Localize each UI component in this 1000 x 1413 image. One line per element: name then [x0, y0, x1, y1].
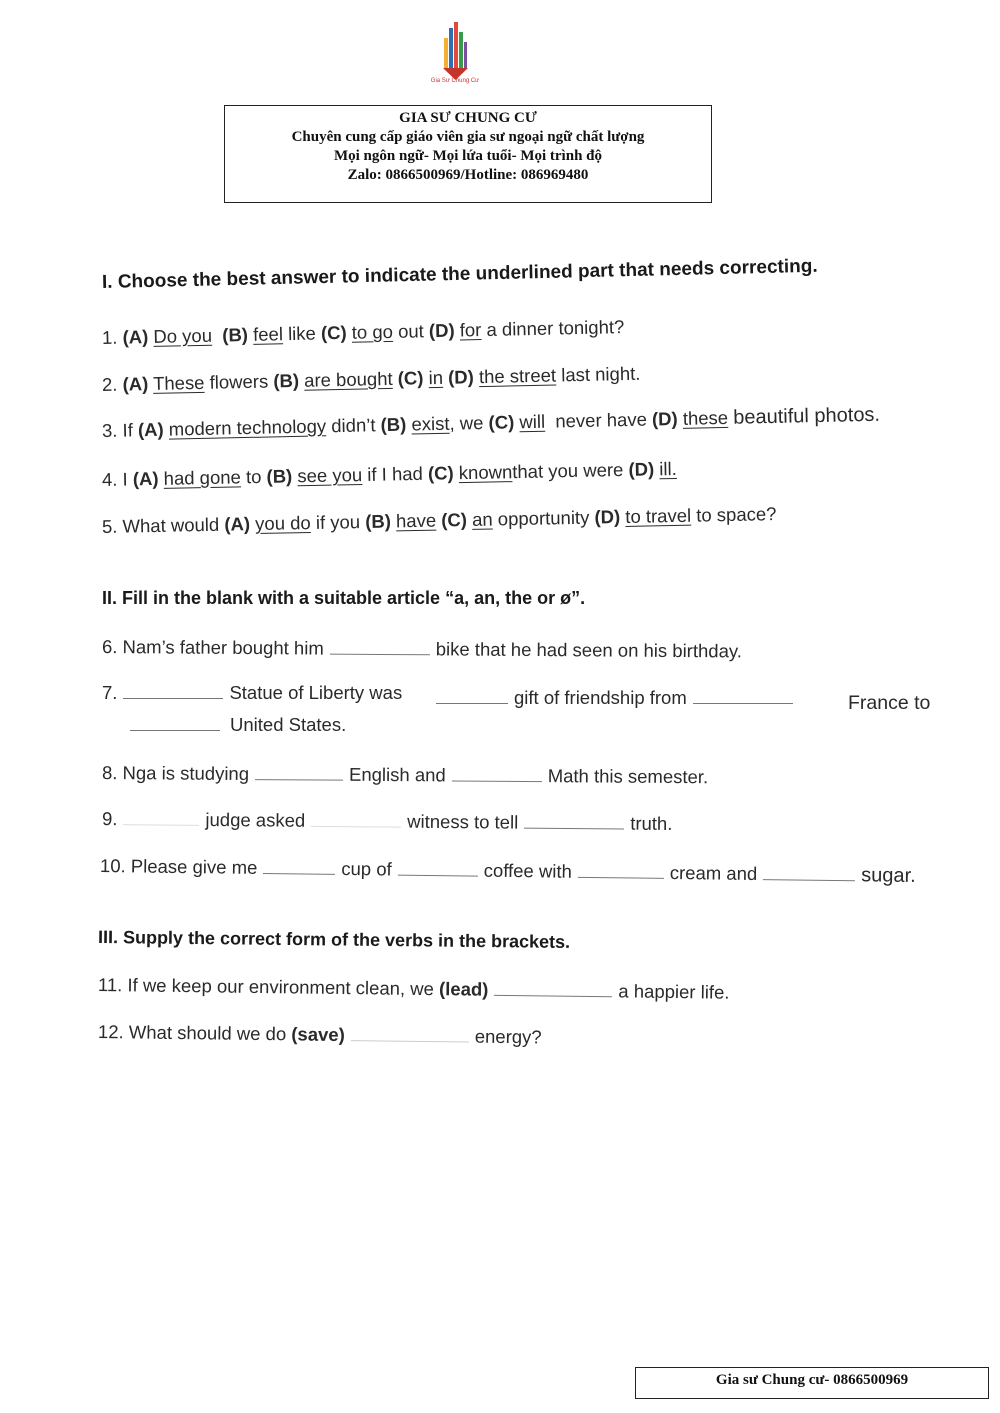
section-1-title: I. Choose the best answer to indicate the underlined part that needs correcting.	[101, 255, 818, 293]
footer-box: Gia sư Chung cư- 0866500969	[635, 1367, 989, 1399]
answer-blank[interactable]	[311, 825, 401, 828]
answer-blank[interactable]	[398, 874, 478, 877]
answer-blank[interactable]	[263, 872, 335, 875]
question-10: 10. Please give me cup of coffee with cream and sugar.	[99, 855, 916, 887]
question-12: 12. What should we do (save) energy?	[97, 1021, 542, 1048]
answer-blank[interactable]	[130, 729, 220, 731]
answer-blank[interactable]	[255, 778, 343, 781]
question-7-part4: United States.	[130, 714, 346, 736]
question-7: 7. Statue of Liberty was	[102, 682, 403, 703]
question-2: 2. (A) These flowers (B) are bought (C) in (D) the street last night.	[101, 362, 641, 395]
question-4: 4. I (A) had gone to (B) see you if I had (C) knownthat you were (D) ill.	[101, 457, 677, 490]
answer-blank[interactable]	[452, 779, 542, 782]
question-6: 6. Nam’s father bought him bike that he had seen on his birthday.	[101, 636, 742, 662]
header-contact: Zalo: 0866500969/Hotline: 086969480	[347, 167, 589, 183]
header-box	[224, 105, 712, 203]
question-11: 11. If we keep our environment clean, we (lead) a happier life.	[97, 974, 730, 1003]
question-7-part3: France to	[848, 692, 931, 714]
answer-blank[interactable]	[123, 823, 199, 826]
question-9: 9. judge asked witness to tell truth.	[101, 808, 673, 834]
answer-blank[interactable]	[693, 702, 793, 704]
header-subtitle: Chuyên cung cấp giáo viên gia sư ngoại ngữ chất lượng	[291, 129, 645, 145]
section-3-title: III. Supply the correct form of the verbs in the brackets.	[97, 927, 571, 952]
section-2-title: II. Fill in the blank with a suitable article “a, an, the or ø”.	[102, 588, 586, 608]
answer-blank[interactable]	[330, 653, 430, 656]
header-tagline: Mọi ngôn ngữ- Mọi lứa tuổi- Mọi trình độ	[333, 148, 602, 164]
question-5: 5. What would (A) you do if you (B) have (C) an opportunity (D) to travel to space?	[101, 503, 777, 537]
answer-blank[interactable]	[578, 876, 664, 879]
answer-blank[interactable]	[763, 878, 855, 881]
answer-blank[interactable]	[351, 1039, 469, 1042]
question-1: 1. (A) Do you (B) feel like (C) to go out (D) for a dinner tonight?	[101, 316, 625, 348]
logo-caption: Gia Sư Chung Cư	[430, 78, 480, 84]
answer-blank[interactable]	[123, 697, 223, 699]
question-7-part2: gift of friendship from	[436, 687, 799, 709]
answer-blank[interactable]	[524, 827, 624, 830]
header-title: GIA SƯ CHUNG CƯ	[399, 110, 537, 126]
answer-blank[interactable]	[494, 994, 612, 997]
question-3: 3. If (A) modern technology didn’t (B) exist, we (C) will never have (D) these beautiful photos.	[101, 403, 881, 441]
answer-blank[interactable]	[436, 702, 508, 704]
question-8: 8. Nga is studying English and Math this semester.	[101, 762, 709, 788]
